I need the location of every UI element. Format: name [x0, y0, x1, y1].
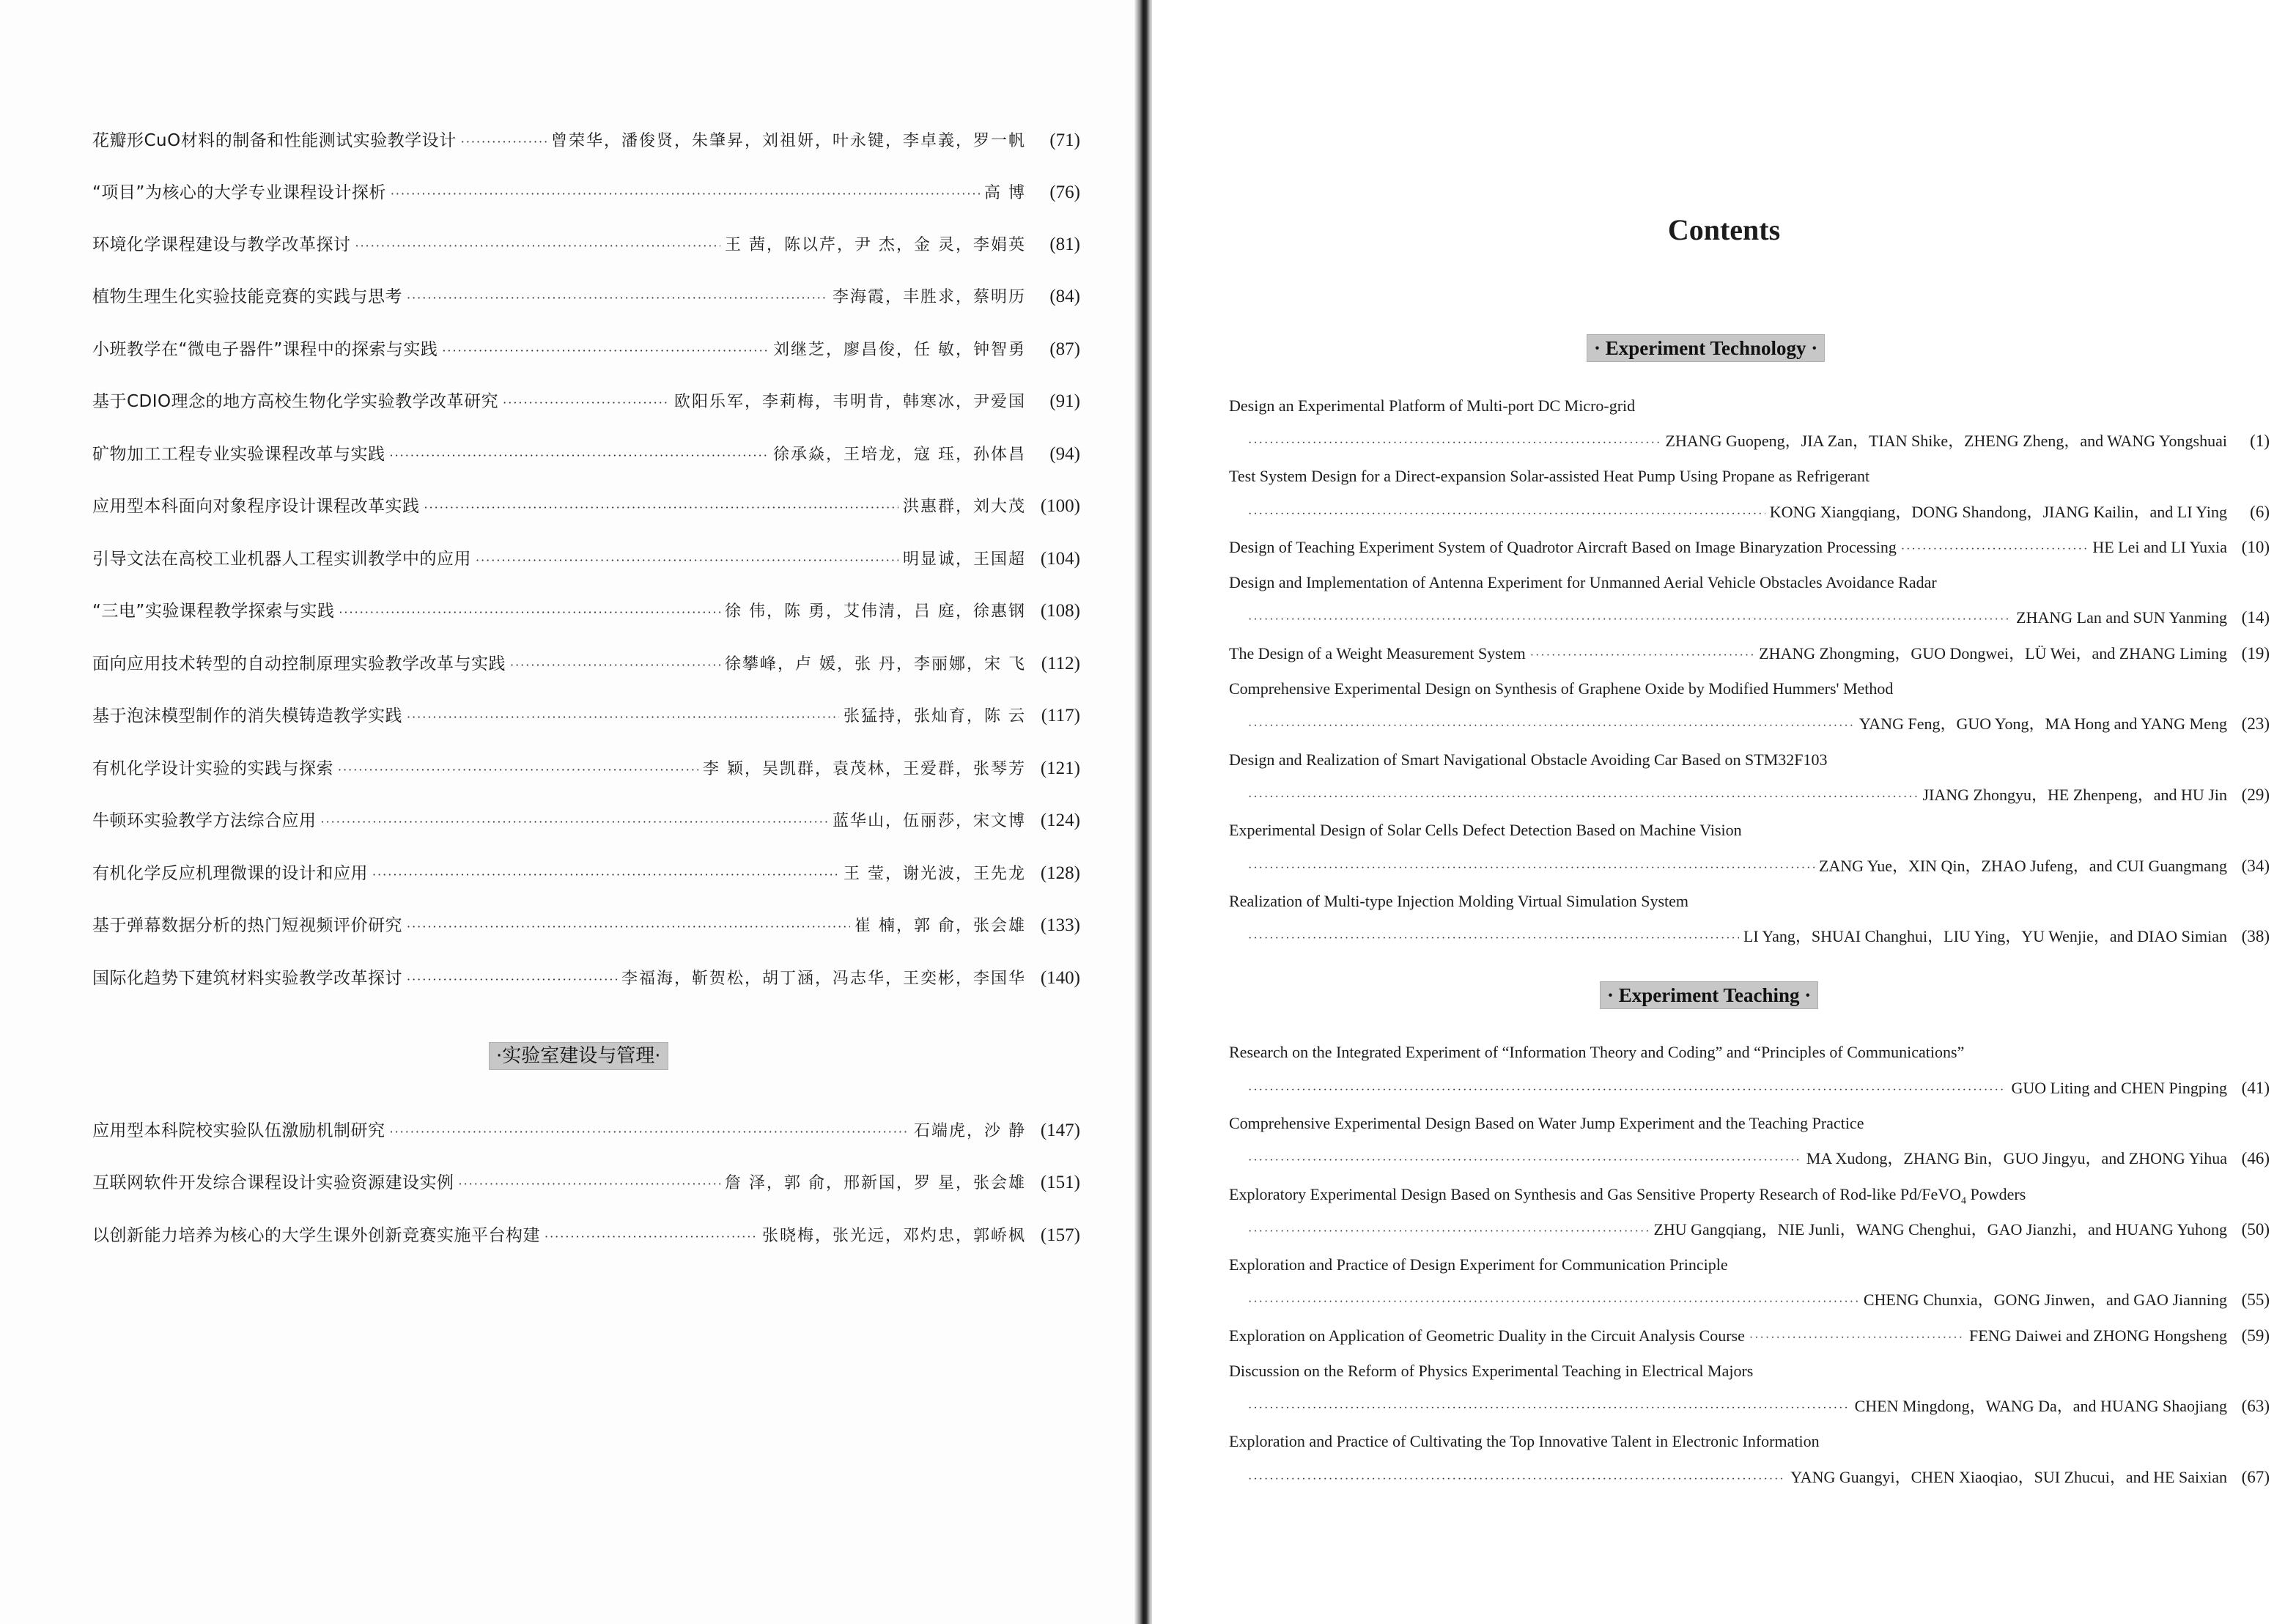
entry-page: (121) [1040, 759, 1080, 778]
entry-title: Design of Teaching Experiment System of Quadrotor Aircraft Based on Image Binaryzation Processing [1229, 538, 1897, 556]
toc-entry[interactable] [92, 911, 1080, 940]
section-heading-technology: · Experiment Technology · [1587, 334, 1825, 362]
section-heading-teaching: · Experiment Teaching · [1600, 981, 1818, 1009]
entry-page: (91) [1049, 391, 1080, 411]
leader-dots [461, 128, 547, 157]
entry-title: 基于弹幕数据分析的热门短视频评价研究 [92, 916, 402, 935]
entry-page: (23) [2241, 715, 2270, 733]
entry-page: (112) [1041, 654, 1080, 673]
leader-dots [372, 860, 839, 890]
toc-entry[interactable] [92, 440, 1080, 469]
entry-title[interactable]: Discussion on the Reform of Physics Experimental Teaching in Electrical Majors [1229, 1362, 1754, 1380]
leader-dots [390, 1118, 910, 1147]
leader-dots [407, 912, 850, 942]
entry-title: 以创新能力培养为核心的大学生课外创新竞赛实施平台构建 [92, 1226, 540, 1245]
entry-title[interactable]: Design and Implementation of Antenna Experiment for Unmanned Aerial Vehicle Obstacles Avoidance Radar [1229, 573, 1937, 591]
entry-title: “三电”实验课程教学探索与实践 [92, 602, 335, 621]
toc-entry[interactable] [92, 1221, 1080, 1250]
leader-dots [442, 336, 769, 366]
left-page [0, 0, 1137, 1624]
entry-title[interactable]: Design an Experimental Platform of Multi-port DC Micro-grid [1229, 396, 1636, 415]
entry-title: 有机化学设计实验的实践与探索 [92, 759, 333, 778]
entry-title: 国际化趋势下建筑材料实验教学改革探讨 [92, 969, 402, 988]
entry-authors: 李福海，靳贺松，胡丁涵，冯志华，王奕彬，李国华 [621, 970, 1026, 988]
leader-dots [459, 1170, 721, 1199]
entry-authors: 崔 楠，郭 俞，张会雄 [854, 917, 1026, 935]
entry-authors: 蓝华山，伍丽莎，宋文博 [832, 812, 1026, 830]
entry-authors: 张晓梅，张光远，邓灼忠，郭峤枫 [761, 1227, 1026, 1245]
toc-entry[interactable] [92, 649, 1080, 679]
toc-entry[interactable] [92, 282, 1080, 311]
book-spine-gutter [1134, 0, 1153, 1624]
entry-page: (133) [1040, 915, 1080, 935]
toc-entry[interactable] [92, 1168, 1080, 1197]
entry-authors: ZANG Yue，XIN Qin，ZHAO Jufeng，and CUI Guangmang [1818, 857, 2227, 875]
entry-authors: 张猛持，张灿育，陈 云 [844, 707, 1026, 726]
entry-title-main: Exploratory Experimental Design Based on Synthesis and Gas Sensitive Property Research of Rod-like Pd/FeVO [1229, 1185, 1961, 1203]
entry-page: (38) [2241, 927, 2270, 945]
leader-dots [355, 232, 721, 261]
leader-dots [510, 651, 720, 680]
right-page [1152, 0, 2296, 1624]
entry-title: 引导文法在高校工业机器人工程实训教学中的应用 [92, 550, 471, 569]
entry-page: (87) [1049, 339, 1080, 359]
entry-title: 应用型本科院校实验队伍激励机制研究 [92, 1121, 385, 1140]
entry-page: (128) [1040, 863, 1080, 883]
entry-title[interactable]: Comprehensive Experimental Design on Synthesis of Graphene Oxide by Modified Hummers' Method [1229, 679, 1894, 698]
entry-authors: ZHU Gangqiang，NIE Junli，WANG Chenghui，GAO Jianzhi，and HUANG Yuhong [1653, 1220, 2227, 1239]
entry-title[interactable]: Realization of Multi-type Injection Molding Virtual Simulation System [1229, 892, 1689, 910]
entry-title: 面向应用技术转型的自动控制原理实验教学改革与实践 [92, 654, 506, 673]
leader-dots [1248, 1395, 1850, 1422]
leader-dots [1901, 536, 2088, 564]
entry-authors: ZHANG Lan and SUN Yanming [2016, 608, 2227, 627]
entry-title: 有机化学反应机理微课的设计和应用 [92, 864, 368, 883]
entry-authors: 徐承焱，王培龙，寇 珏，孙体昌 [773, 446, 1026, 464]
entry-page: (6) [2250, 503, 2270, 521]
entry-title[interactable]: Test System Design for a Direct-expansion Solar-assisted Heat Pump Using Propane as Refrigerant [1229, 467, 1870, 485]
leader-dots [407, 703, 839, 732]
leader-dots [1248, 925, 1739, 953]
leader-dots [1248, 855, 1815, 882]
entry-authors-line [1244, 1074, 2270, 1102]
leader-dots [407, 284, 828, 313]
entry-title: 矿物加工工程专业实验课程改革与实践 [92, 445, 385, 464]
entry-page: (117) [1041, 706, 1080, 726]
entry-authors: 詹 泽，郭 俞，邢新国，罗 星，张会雄 [725, 1174, 1026, 1192]
toc-entry[interactable] [92, 597, 1080, 626]
entry-page: (50) [2241, 1220, 2270, 1239]
entry-page: (108) [1040, 601, 1080, 621]
entry-title: 基于泡沫模型制作的消失模铸造教学实践 [92, 706, 402, 726]
entry-page: (59) [2241, 1326, 2270, 1345]
entry-authors: JIANG Zhongyu，HE Zhenpeng，and HU Jin [1922, 786, 2227, 804]
entry-page: (124) [1040, 811, 1080, 830]
entry-title[interactable]: Comprehensive Experimental Design Based on Water Jump Experiment and the Teaching Practice [1229, 1114, 1864, 1132]
entry-title[interactable]: Exploration and Practice of Design Experiment for Communication Principle [1229, 1255, 1728, 1274]
leader-dots [1248, 429, 1661, 457]
entry-page: (81) [1049, 235, 1080, 254]
leader-dots [321, 808, 828, 837]
entry-authors: MA Xudong，ZHANG Bin，GUO Jingyu，and ZHONG Yihua [1806, 1149, 2227, 1167]
toc-entry[interactable] [92, 335, 1080, 364]
entry-authors: ZHANG Zhongming，GUO Dongwei，LÜ Wei，and ZHANG Liming [1759, 644, 2227, 662]
leader-dots [545, 1222, 758, 1252]
entry-authors-line [1244, 1464, 2270, 1491]
entry-authors: LI Yang，SHUAI Changhui，LIU Ying，YU Wenjie，and DIAO Simian [1743, 927, 2227, 945]
toc-entry[interactable] [92, 230, 1080, 259]
entry-authors: YANG Guangyi，CHEN Xiaoqiao，SUI Zhucui，and HE Saixian [1790, 1468, 2227, 1486]
entry-page: (19) [2241, 644, 2270, 662]
leader-dots [407, 965, 617, 994]
toc-entry[interactable] [92, 754, 1080, 783]
entry-title-subscript: 4 [1961, 1195, 1966, 1207]
leader-dots [1248, 712, 1855, 740]
entry-authors-line [1244, 1392, 2270, 1420]
entry-title[interactable]: Experimental Design of Solar Cells Defect Detection Based on Machine Vision [1229, 821, 1742, 839]
entry-authors: 石端虎，沙 静 [914, 1122, 1026, 1140]
entry-authors-line [1244, 427, 2270, 455]
entry-page: (14) [2241, 608, 2270, 627]
entry-authors: KONG Xiangqiang，DONG Shandong，JIANG Kailin，and LI Ying [1769, 503, 2227, 521]
toc-entry[interactable] [92, 859, 1080, 888]
entry-page: (1) [2250, 432, 2270, 450]
leader-dots [1248, 1147, 1802, 1175]
entry-title: 牛顿环实验教学方法综合应用 [92, 811, 317, 830]
entry-title[interactable] [1229, 1181, 2270, 1208]
entry-authors: 王 茜，陈以芹，尹 杰，金 灵，李娟英 [725, 236, 1026, 254]
entry-page: (67) [2241, 1468, 2270, 1486]
entry-authors: 徐攀峰，卢 媛，张 丹，李丽娜，宋 飞 [725, 655, 1026, 673]
entry-authors: 王 莹，谢光波，王先龙 [844, 865, 1026, 883]
leader-dots [1248, 501, 1765, 528]
entry-title: Exploration on Application of Geometric Duality in the Circuit Analysis Course [1229, 1326, 1745, 1345]
entry-authors-line [1244, 1286, 2270, 1314]
entry-authors: 高 博 [984, 184, 1026, 202]
entry-authors: 欧阳乐军，李莉梅，韦明肯，韩寒冰，尹爱国 [673, 393, 1026, 411]
toc-entry[interactable] [92, 1116, 1080, 1145]
leader-dots [424, 493, 898, 523]
entry-authors: 明显诚，王国超 [902, 550, 1026, 569]
leader-dots [1530, 642, 1754, 670]
leader-dots [1248, 1288, 1859, 1316]
section-heading-lab: ·实验室建设与管理· [489, 1042, 668, 1070]
entry-page: (157) [1040, 1225, 1080, 1245]
leader-dots [338, 756, 698, 785]
entry-title: 花瓣形CuO材料的制备和性能测试实验教学设计 [92, 131, 457, 150]
entry-authors-line [1244, 604, 2270, 632]
entry-title-tail: Powders [1966, 1185, 2026, 1203]
leader-dots [1248, 783, 1919, 811]
entry-page: (84) [1049, 287, 1080, 306]
entry-authors: CHENG Chunxia，GONG Jinwen，and GAO Jianning [1863, 1291, 2227, 1309]
entry-page: (10) [2241, 538, 2270, 556]
leader-dots [1749, 1324, 1965, 1352]
entry-title: 小班教学在“微电子器件”课程中的探索与实践 [92, 340, 438, 359]
entry-title: 环境化学课程建设与教学改革探讨 [92, 235, 351, 254]
toc-entry[interactable] [92, 806, 1080, 835]
leader-dots [1248, 1077, 2007, 1104]
entry-page: (71) [1049, 130, 1080, 150]
leader-dots [339, 598, 720, 627]
left-toc-list [0, 0, 1137, 1624]
entry-title: “项目”为核心的大学专业课程设计探析 [92, 183, 386, 202]
toc-entry[interactable] [92, 178, 1080, 207]
toc-entry[interactable] [92, 545, 1080, 574]
leader-dots [1248, 1466, 1786, 1494]
entry-authors-line [1244, 498, 2270, 526]
entry-page: (151) [1040, 1173, 1080, 1192]
entry-page: (147) [1040, 1121, 1080, 1140]
toc-entry[interactable] [92, 387, 1080, 416]
entry-page: (29) [2241, 786, 2270, 804]
entry-authors: 洪惠群，刘大茂 [902, 498, 1026, 516]
entry-authors-line [1244, 1216, 2270, 1244]
entry-page: (76) [1049, 182, 1080, 202]
entry-authors-line [1244, 852, 2270, 880]
entry-page: (46) [2241, 1149, 2270, 1167]
entry-authors: GUO Liting and CHEN Pingping [2011, 1079, 2227, 1097]
entry-page: (63) [2241, 1397, 2270, 1415]
entry-authors-line [1244, 923, 2270, 951]
leader-dots [476, 546, 898, 575]
entry-authors: 徐 伟，陈 勇，艾伟清，吕 庭，徐惠钢 [725, 602, 1026, 621]
toc-entry[interactable] [92, 492, 1080, 521]
entry-page: (94) [1049, 444, 1080, 464]
entry-page: (34) [2241, 857, 2270, 875]
entry-authors: ZHANG Guopeng，JIA Zan，TIAN Shike，ZHENG Zheng，and WANG Yongshuai [1665, 432, 2227, 450]
entry-page: (140) [1040, 968, 1080, 988]
toc-entry[interactable] [92, 126, 1080, 155]
toc-entry[interactable] [92, 964, 1080, 993]
entry-authors: 李 颖，吴凯群，袁茂林，王爱群，张琴芳 [703, 760, 1026, 778]
page-title: Contents [1667, 213, 1781, 246]
entry-authors: YANG Feng，GUO Yong，MA Hong and YANG Meng [1858, 715, 2227, 733]
entry-title[interactable]: Research on the Integrated Experiment of “Information Theory and Coding” and “Principles of Communications” [1229, 1043, 1965, 1061]
leader-dots [1248, 1218, 1649, 1246]
leader-dots [1248, 606, 2012, 634]
entry-authors-line [1244, 710, 2270, 738]
entry-page: (55) [2241, 1291, 2270, 1309]
entry-title: The Design of a Weight Measurement System [1229, 644, 1526, 662]
leader-dots [390, 441, 769, 470]
entry-page: (41) [2241, 1079, 2270, 1097]
entry-authors-line [1244, 1145, 2270, 1173]
toc-entry-inline[interactable] [1229, 1322, 2270, 1350]
entry-authors: HE Lei and LI Yuxia [2092, 538, 2227, 556]
entry-title[interactable]: Exploration and Practice of Cultivating the Top Innovative Talent in Electronic Information [1229, 1432, 1820, 1450]
entry-title: 基于CDIO理念的地方高校生物化学实验教学改革研究 [92, 392, 499, 411]
leader-dots [503, 388, 670, 418]
entry-title: 应用型本科面向对象程序设计课程改革实践 [92, 497, 420, 516]
leader-dots [391, 180, 980, 209]
entry-page: (104) [1040, 549, 1080, 569]
entry-authors-line [1244, 781, 2270, 809]
entry-title: 互联网软件开发综合课程设计实验资源建设实例 [92, 1173, 454, 1192]
entry-page: (100) [1040, 496, 1080, 516]
toc-entry-inline[interactable] [1229, 534, 2270, 561]
entry-authors: 刘继芝，廖昌俊，任 敏，钟智勇 [773, 341, 1026, 359]
entry-authors: 曾荣华，潘俊贤，朱肇昇，刘祖妍，叶永键，李卓義，罗一帆 [550, 132, 1026, 150]
entry-title: 植物生理生化实验技能竞赛的实践与思考 [92, 287, 402, 306]
toc-entry-inline[interactable] [1229, 640, 2270, 668]
toc-entry[interactable] [92, 701, 1080, 731]
entry-authors: 李海霞，丰胜求，蔡明历 [832, 288, 1026, 306]
entry-title[interactable]: Design and Realization of Smart Navigational Obstacle Avoiding Car Based on STM32F103 [1229, 750, 1828, 769]
entry-authors: FENG Daiwei and ZHONG Hongsheng [1969, 1326, 2227, 1345]
entry-authors: CHEN Mingdong，WANG Da，and HUANG Shaojiang [1854, 1397, 2227, 1415]
